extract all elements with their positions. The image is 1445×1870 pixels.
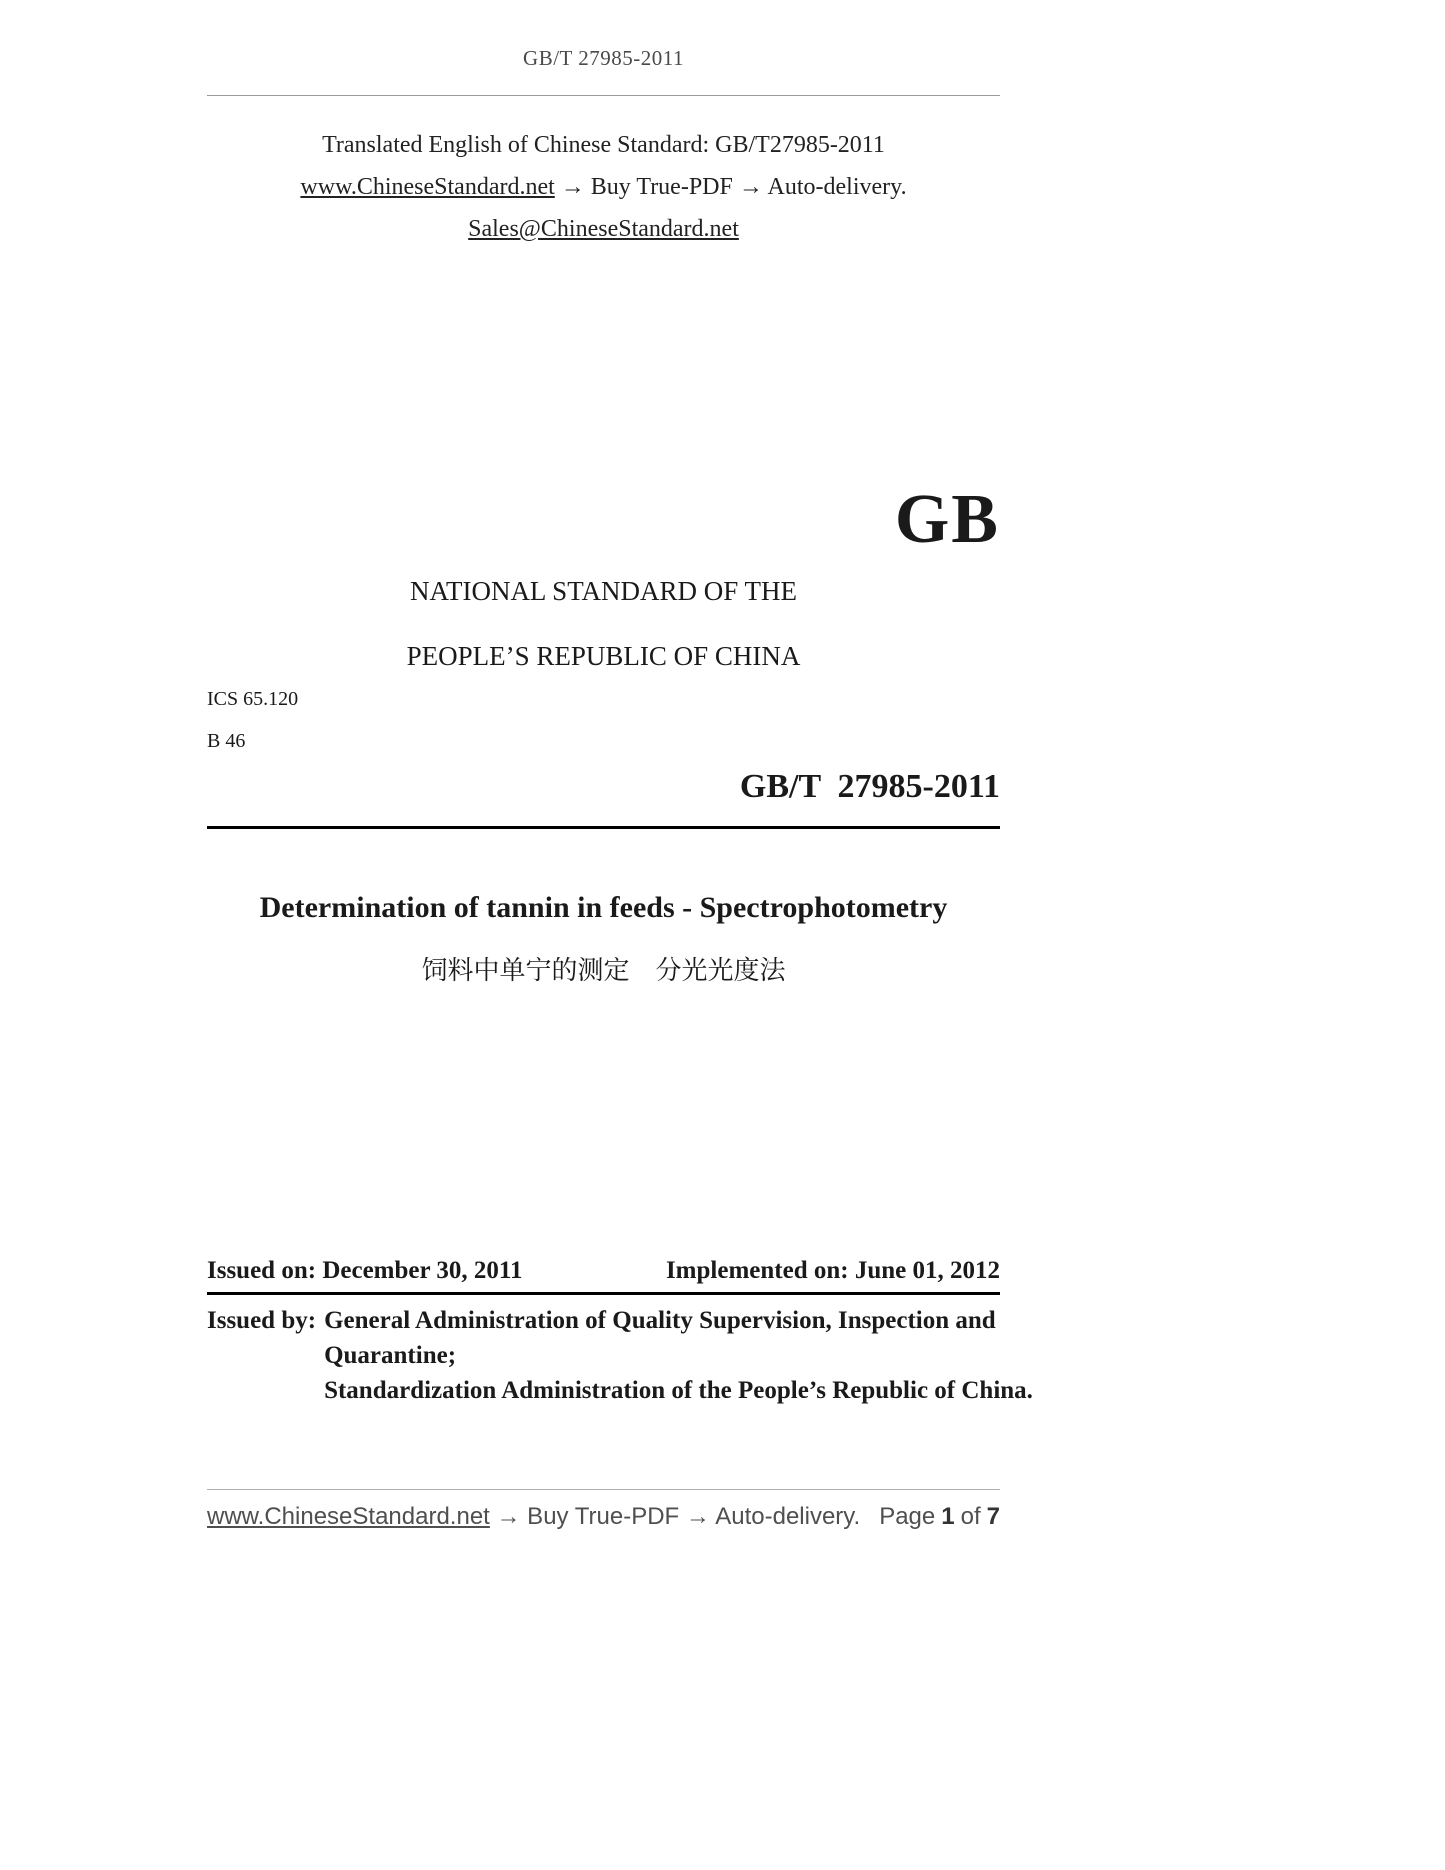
footer-left [207,1503,860,1531]
standard-number: GB/T 27985-2011 [739,768,1000,805]
page-number: 1 [941,1503,955,1530]
page-header-doc-number: GB/T 27985-2011 [523,46,684,70]
header-divider [207,95,1000,96]
national-standard-line2: PEOPLE’S REPUBLIC OF CHINA [406,641,801,671]
issuance-divider [207,1292,1000,1295]
issuance-dates-row [207,1257,1000,1285]
b-classification: B 46 [207,730,246,752]
footer-buy-pdf-text: → Buy True-PDF → Auto-delivery. [489,1503,861,1530]
ics-code: ICS 65.120 [207,688,299,710]
page-footer [207,1503,1000,1531]
buy-pdf-line [207,174,1000,201]
footer-chinesestandard-link[interactable]: www.ChineseStandard.net [207,1503,490,1530]
title-chinese: 饲料中单宁的测定 分光光度法 [421,956,786,985]
page-label: Page [879,1503,936,1530]
buy-pdf-text: → Buy True-PDF → Auto-delivery. [554,174,907,200]
gb-logo: GB [894,481,1000,558]
content-column [207,0,1033,1870]
page-total: 7 [986,1503,1000,1530]
translated-standard-line: Translated English of Chinese Standard: GB/T27985-2011 [322,132,885,158]
issued-by-line3: Standardization Administration of the People’s Republic of China. [324,1377,1033,1404]
issued-on-date: Issued on: December 30, 2011 [207,1257,523,1284]
title-english: Determination of tannin in feeds - Spectrophotometry [259,891,948,924]
implemented-on-date: Implemented on: June 01, 2012 [665,1257,1000,1284]
national-standard-line1: NATIONAL STANDARD OF THE [409,576,798,606]
issued-by-block [207,1303,1033,1408]
page-of-label: of [960,1503,981,1530]
issued-by-line2: Quarantine; [324,1342,457,1369]
issued-by-line1: General Administration of Quality Supervision, Inspection and [324,1307,996,1334]
standard-number-divider [207,826,1000,829]
sales-email-line [207,216,1000,243]
page-indicator [879,1503,1000,1531]
chinesestandard-link[interactable]: www.ChineseStandard.net [300,174,555,200]
issued-by-label: Issued by: [207,1307,317,1334]
issued-by-lines [324,1303,1033,1408]
footer-divider [207,1489,1000,1490]
sales-email-link[interactable]: Sales@ChineseStandard.net [468,216,739,242]
